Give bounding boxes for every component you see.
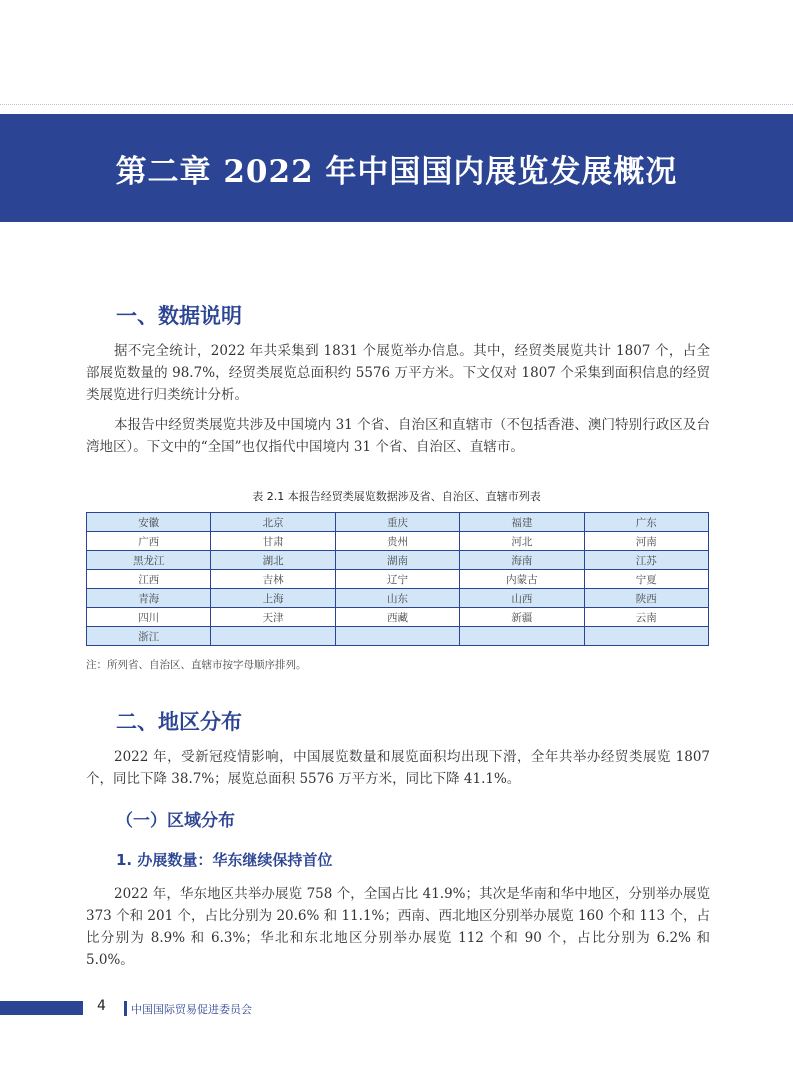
page-number: 4 bbox=[97, 998, 106, 1014]
table-cell bbox=[460, 627, 584, 646]
footer-organization: 中国国际贸易促进委员会 bbox=[131, 1003, 252, 1016]
table-cell: 湖北 bbox=[211, 551, 335, 570]
table-cell: 山西 bbox=[460, 589, 584, 608]
table-caption: 表 2.1 本报告经贸类展览数据涉及省、自治区、直辖市列表 bbox=[252, 490, 541, 503]
paragraph-data-intro: 据不完全统计，2022 年共采集到 1831 个展览举办信息。其中，经贸类展览共计 1807 个，占全部展览数量的 98.7%，经贸类展览总面积约 5576 万平方米。下文仅对 1807 个采集到面积信息的经贸类展览进行归类统计分析。 bbox=[86, 343, 710, 403]
table-cell: 山东 bbox=[335, 589, 459, 608]
table-cell: 北京 bbox=[211, 513, 335, 532]
paragraph-data-scope: 本报告中经贸类展览共涉及中国境内 31 个省、自治区和直辖市（不包括香港、澳门特别行政区及台湾地区）。下文中的“全国”也仅指代中国境内 31 个省、自治区、直辖市。 bbox=[86, 417, 710, 455]
table-cell: 云南 bbox=[584, 608, 708, 627]
table-cell: 宁夏 bbox=[584, 570, 708, 589]
table-cell: 青海 bbox=[87, 589, 211, 608]
table-cell: 浙江 bbox=[87, 627, 211, 646]
table-cell: 河南 bbox=[584, 532, 708, 551]
paragraph-exhibition-count: 2022 年，华东地区共举办展览 758 个，全国占比 41.9%；其次是华南和华中地区，分别举办展览 373 个和 201 个，占比分别为 20.6% 和 11.1%；西南、西北地区分别举办展览 160 个和 113 个，占比分别为 8.9% 和 6.3%；华北和东北地区分别举办展览 112 个和 90 个，占比分别为 6.2% 和 5.0%。 bbox=[86, 886, 710, 968]
province-table bbox=[86, 512, 709, 646]
chapter-title: 第二章 2022 年中国国内展览发展概况 bbox=[115, 154, 678, 190]
table-row bbox=[87, 513, 709, 532]
table-cell: 福建 bbox=[460, 513, 584, 532]
table-row bbox=[87, 608, 709, 627]
table-cell: 重庆 bbox=[335, 513, 459, 532]
table-cell: 广东 bbox=[584, 513, 708, 532]
table-cell: 上海 bbox=[211, 589, 335, 608]
point-heading-exhibition-count: 1. 办展数量：华东继续保持首位 bbox=[116, 851, 333, 869]
table-cell bbox=[584, 627, 708, 646]
table-row bbox=[87, 627, 709, 646]
paragraph-regional-overview: 2022 年，受新冠疫情影响，中国展览数量和展览面积均出现下滑，全年共举办经贸类展览 1807 个，同比下降 38.7%；展览总面积 5576 万平方米，同比下降 41.1%。 bbox=[86, 749, 710, 787]
table-cell: 四川 bbox=[87, 608, 211, 627]
table-cell: 海南 bbox=[460, 551, 584, 570]
table-row bbox=[87, 532, 709, 551]
table-cell: 江西 bbox=[87, 570, 211, 589]
table-cell: 河北 bbox=[460, 532, 584, 551]
table-row bbox=[87, 589, 709, 608]
footer-bar bbox=[0, 1001, 83, 1015]
subsection-heading-region: （一）区域分布 bbox=[116, 811, 235, 831]
table-cell: 吉林 bbox=[211, 570, 335, 589]
table-cell: 甘肃 bbox=[211, 532, 335, 551]
chapter-banner bbox=[0, 114, 793, 222]
table-cell bbox=[335, 627, 459, 646]
table-cell: 内蒙古 bbox=[460, 570, 584, 589]
header-dotted-rule bbox=[0, 104, 793, 105]
table-cell: 广西 bbox=[87, 532, 211, 551]
section-heading-regional-distribution: 二、地区分布 bbox=[116, 710, 242, 734]
table-cell: 黑龙江 bbox=[87, 551, 211, 570]
table-cell: 天津 bbox=[211, 608, 335, 627]
table-cell: 湖南 bbox=[335, 551, 459, 570]
footer-divider bbox=[124, 1001, 127, 1016]
section-heading-data-notes: 一、数据说明 bbox=[116, 304, 242, 328]
table-cell: 新疆 bbox=[460, 608, 584, 627]
table-row bbox=[87, 551, 709, 570]
table-cell: 江苏 bbox=[584, 551, 708, 570]
table-cell: 安徽 bbox=[87, 513, 211, 532]
table-cell bbox=[211, 627, 335, 646]
table-cell: 陕西 bbox=[584, 589, 708, 608]
table-cell: 辽宁 bbox=[335, 570, 459, 589]
table-cell: 贵州 bbox=[335, 532, 459, 551]
table-row bbox=[87, 570, 709, 589]
table-note: 注：所列省、自治区、直辖市按字母顺序排列。 bbox=[86, 659, 307, 671]
table-cell: 西藏 bbox=[335, 608, 459, 627]
